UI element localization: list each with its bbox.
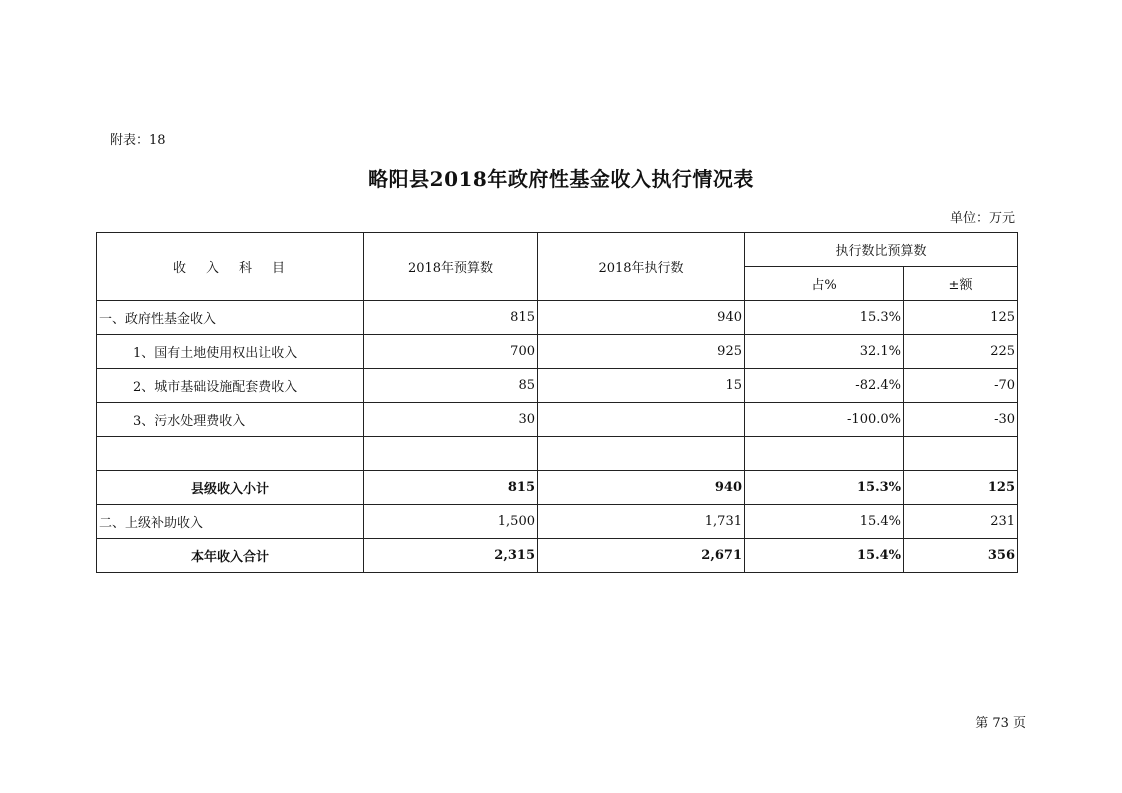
cell-budget: 30: [364, 403, 538, 437]
cell-budget: 85: [364, 369, 538, 403]
row-label: [97, 437, 364, 471]
revenue-table: [96, 232, 1018, 573]
header-diff: ±额: [904, 267, 1018, 301]
cell-budget: [364, 437, 538, 471]
cell-budget: 815: [364, 301, 538, 335]
cell-diff: 231: [904, 505, 1018, 539]
cell-diff: [904, 437, 1018, 471]
page-number: 第 73 页: [975, 716, 1026, 731]
row-label: 1、国有土地使用权出让收入: [97, 335, 364, 369]
table-row-empty: [97, 437, 1018, 471]
table-row: [97, 335, 1018, 369]
cell-actual: 925: [538, 335, 745, 369]
header-subject: 收入科目: [97, 233, 364, 301]
cell-diff: -70: [904, 369, 1018, 403]
cell-percent: 15.4%: [745, 539, 904, 573]
cell-percent: -82.4%: [745, 369, 904, 403]
table-row: [97, 369, 1018, 403]
cell-actual: 940: [538, 301, 745, 335]
unit-label: 单位：万元: [949, 211, 1015, 226]
cell-percent: 15.4%: [745, 505, 904, 539]
table-row-subtotal: [97, 471, 1018, 505]
cell-actual: 1,731: [538, 505, 745, 539]
row-label: 二、上级补助收入: [97, 505, 364, 539]
cell-budget: 815: [364, 471, 538, 505]
cell-diff: 225: [904, 335, 1018, 369]
cell-actual: 15: [538, 369, 745, 403]
row-label: 县级收入小计: [97, 471, 364, 505]
table-row-total: [97, 539, 1018, 573]
cell-actual: 940: [538, 471, 745, 505]
header-actual: 2018年执行数: [538, 233, 745, 301]
row-label: 本年收入合计: [97, 539, 364, 573]
table-row: [97, 403, 1018, 437]
row-label: 2、城市基础设施配套费收入: [97, 369, 364, 403]
cell-budget: 700: [364, 335, 538, 369]
cell-percent: 15.3%: [745, 301, 904, 335]
cell-diff: -30: [904, 403, 1018, 437]
cell-actual: 2,671: [538, 539, 745, 573]
appendix-label: 附表：18: [110, 133, 166, 148]
header-budget: 2018年预算数: [364, 233, 538, 301]
cell-actual: [538, 437, 745, 471]
cell-budget: 2,315: [364, 539, 538, 573]
cell-actual: [538, 403, 745, 437]
cell-diff: 125: [904, 471, 1018, 505]
table-row: [97, 301, 1018, 335]
row-label: 一、政府性基金收入: [97, 301, 364, 335]
cell-percent: [745, 437, 904, 471]
table-row: [97, 505, 1018, 539]
cell-diff: 125: [904, 301, 1018, 335]
cell-percent: 15.3%: [745, 471, 904, 505]
page-title: 略阳县2018年政府性基金收入执行情况表: [368, 167, 754, 191]
cell-budget: 1,500: [364, 505, 538, 539]
cell-percent: 32.1%: [745, 335, 904, 369]
cell-diff: 356: [904, 539, 1018, 573]
cell-percent: -100.0%: [745, 403, 904, 437]
row-label: 3、污水处理费收入: [97, 403, 364, 437]
header-comparison: 执行数比预算数: [745, 233, 1018, 267]
header-percent: 占%: [745, 267, 904, 301]
